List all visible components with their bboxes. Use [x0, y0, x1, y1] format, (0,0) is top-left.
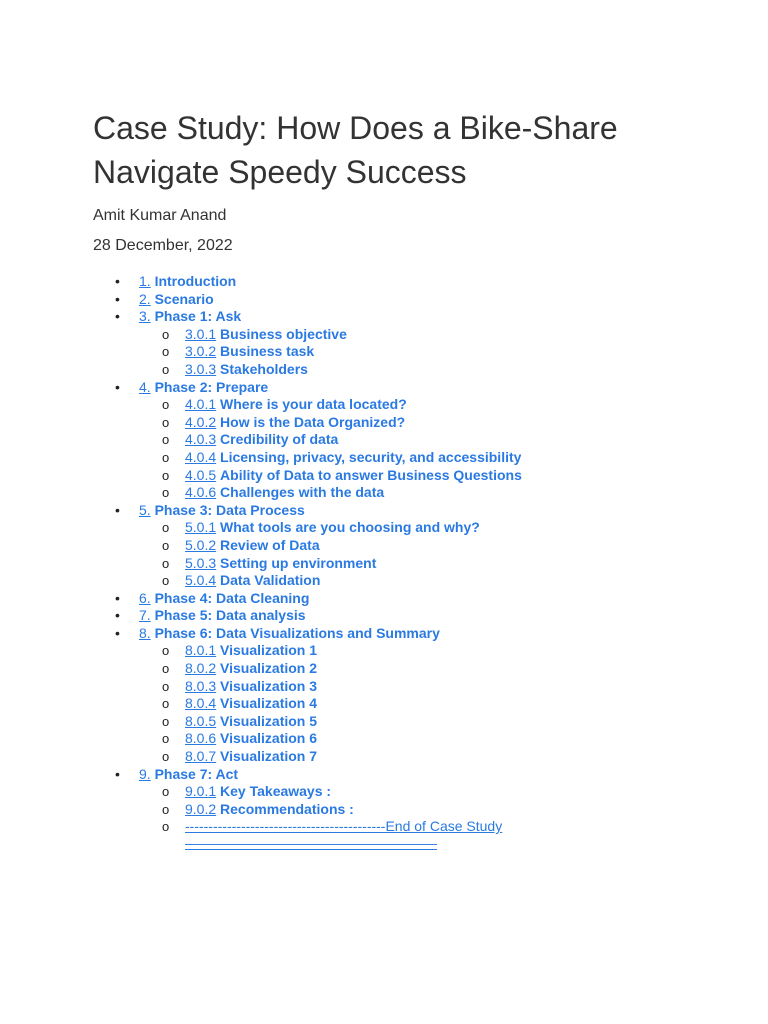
table-of-contents	[93, 273, 733, 853]
toc-link-number[interactable]: 3.0.1	[185, 325, 217, 342]
toc-link-label[interactable]: Where is your data located?	[220, 396, 407, 413]
toc-sublist	[139, 783, 733, 853]
toc-subitem	[139, 730, 733, 748]
toc-link-label[interactable]: Visualization 7	[220, 748, 318, 765]
toc-link-number[interactable]: 8.0.3	[185, 677, 217, 694]
toc-link-label[interactable]: Phase 4: Data Cleaning	[154, 589, 310, 606]
author-name: Amit Kumar Anand	[93, 207, 227, 224]
toc-link-label[interactable]: Phase 1: Ask	[154, 308, 242, 325]
toc-subitem	[139, 818, 733, 853]
page-title: Case Study: How Does a Bike-Share Navigate Speedy Success	[93, 110, 618, 190]
toc-link-number[interactable]: 4.0.6	[185, 484, 217, 501]
toc-link-label[interactable]: Business task	[220, 343, 315, 360]
toc-link-label[interactable]: Setting up environment	[220, 554, 377, 571]
toc-link-label[interactable]: Phase 6: Data Visualizations and Summary	[154, 624, 440, 641]
toc-link-label[interactable]: Business objective	[220, 325, 347, 342]
toc-subitem	[139, 783, 733, 801]
toc-link-number[interactable]: 2.	[139, 290, 151, 307]
toc-subitem	[139, 801, 733, 819]
toc-sublist	[139, 519, 733, 589]
toc-subitem	[139, 484, 733, 502]
toc-link-label[interactable]: What tools are you choosing and why?	[220, 519, 480, 536]
toc-subitem	[139, 343, 733, 361]
toc-subitem	[139, 642, 733, 660]
toc-item-phase-7-act	[93, 766, 733, 853]
toc-link-label[interactable]: Phase 3: Data Process	[154, 501, 305, 518]
toc-subitem	[139, 555, 733, 573]
toc-link-number[interactable]: 5.0.2	[185, 536, 217, 553]
toc-sublist	[139, 642, 733, 765]
toc-link-number[interactable]: 4.0.1	[185, 396, 217, 413]
toc-subitem	[139, 537, 733, 555]
toc-link-number[interactable]: 5.0.4	[185, 572, 217, 589]
toc-link-label[interactable]: Review of Data	[220, 536, 320, 553]
toc-link-number[interactable]: 4.0.5	[185, 466, 217, 483]
toc-subitem	[139, 713, 733, 731]
toc-link-label[interactable]: Visualization 2	[220, 660, 318, 677]
toc-link-number[interactable]: 4.0.2	[185, 413, 217, 430]
toc-link-label[interactable]: Credibility of data	[220, 431, 339, 448]
end-of-case-study-link[interactable]: -------------------------------------------End of Case Study ——————————————————	[185, 818, 503, 852]
toc-link-label[interactable]: Phase 2: Prepare	[154, 378, 269, 395]
toc-link-number[interactable]: 1.	[139, 273, 151, 289]
toc-item-phase-3-data-process	[93, 502, 733, 590]
toc-subitem	[139, 519, 733, 537]
toc-link-label[interactable]: Stakeholders	[220, 360, 308, 377]
toc-link-number[interactable]: 3.	[139, 308, 151, 325]
toc-link-label[interactable]: Visualization 5	[220, 712, 318, 729]
toc-link-label[interactable]: Visualization 4	[220, 695, 318, 712]
toc-item-phase-6-visualizations	[93, 625, 733, 766]
toc-link-number[interactable]: 9.0.2	[185, 800, 217, 817]
toc-item-scenario	[93, 291, 733, 309]
toc-link-label[interactable]: Visualization 1	[220, 642, 318, 659]
toc-link-label[interactable]: Challenges with the data	[220, 484, 385, 501]
toc-link-number[interactable]: 8.0.7	[185, 748, 217, 765]
toc-item-introduction	[93, 273, 733, 291]
toc-subitem	[139, 748, 733, 766]
toc-subitem	[139, 431, 733, 449]
toc-link-label[interactable]: How is the Data Organized?	[220, 413, 406, 430]
toc-link-number[interactable]: 3.0.2	[185, 343, 217, 360]
toc-link-number[interactable]: 9.0.1	[185, 783, 217, 800]
toc-link-label[interactable]: Licensing, privacy, security, and accessibility	[220, 448, 522, 465]
toc-link-label[interactable]: Key Takeaways :	[220, 783, 332, 800]
toc-subitem	[139, 467, 733, 485]
toc-link-number[interactable]: 3.0.3	[185, 360, 217, 377]
toc-link-label[interactable]: Data Validation	[220, 572, 321, 589]
toc-subitem	[139, 449, 733, 467]
toc-link-number[interactable]: 8.	[139, 624, 151, 641]
toc-item-phase-5-data-analysis	[93, 607, 733, 625]
toc-link-number[interactable]: 6.	[139, 589, 151, 606]
toc-subitem	[139, 414, 733, 432]
toc-link-number[interactable]: 4.0.3	[185, 431, 217, 448]
toc-link-label[interactable]: Visualization 3	[220, 677, 318, 694]
toc-sublist	[139, 396, 733, 502]
toc-link-number[interactable]: 8.0.2	[185, 660, 217, 677]
toc-subitem	[139, 678, 733, 696]
toc-link-number[interactable]: 8.0.6	[185, 730, 217, 747]
toc-link-number[interactable]: 4.	[139, 378, 151, 395]
document-page	[93, 106, 733, 869]
toc-link-number[interactable]: 5.0.1	[185, 519, 217, 536]
toc-item-phase-2-prepare	[93, 379, 733, 502]
toc-link-number[interactable]: 7.	[139, 607, 151, 624]
toc-sublist	[139, 326, 733, 379]
toc-link-label[interactable]: Scenario	[154, 290, 214, 307]
toc-link-number[interactable]: 4.0.4	[185, 448, 217, 465]
toc-link-number[interactable]: 5.0.3	[185, 554, 217, 571]
toc-link-number[interactable]: 8.0.4	[185, 695, 217, 712]
toc-link-number[interactable]: 8.0.1	[185, 642, 217, 659]
toc-item-phase-4-data-cleaning	[93, 590, 733, 608]
toc-subitem	[139, 326, 733, 344]
toc-link-label[interactable]: Recommendations :	[220, 800, 354, 817]
toc-item-phase-1-ask	[93, 308, 733, 378]
toc-subitem	[139, 660, 733, 678]
toc-link-label[interactable]: Ability of Data to answer Business Questions	[220, 466, 522, 483]
toc-link-label[interactable]: Phase 5: Data analysis	[154, 607, 306, 624]
toc-link-number[interactable]: 9.	[139, 765, 151, 782]
toc-subitem	[139, 396, 733, 414]
publish-date: 28 December, 2022	[93, 237, 233, 254]
toc-subitem	[139, 361, 733, 379]
toc-link-number[interactable]: 5.	[139, 501, 151, 518]
toc-subitem	[139, 572, 733, 590]
toc-link-label[interactable]: Phase 7: Act	[154, 765, 239, 782]
toc-subitem	[139, 695, 733, 713]
toc-link-label[interactable]: Visualization 6	[220, 730, 318, 747]
toc-link-label[interactable]: Introduction	[154, 273, 237, 289]
toc-link-number[interactable]: 8.0.5	[185, 712, 217, 729]
